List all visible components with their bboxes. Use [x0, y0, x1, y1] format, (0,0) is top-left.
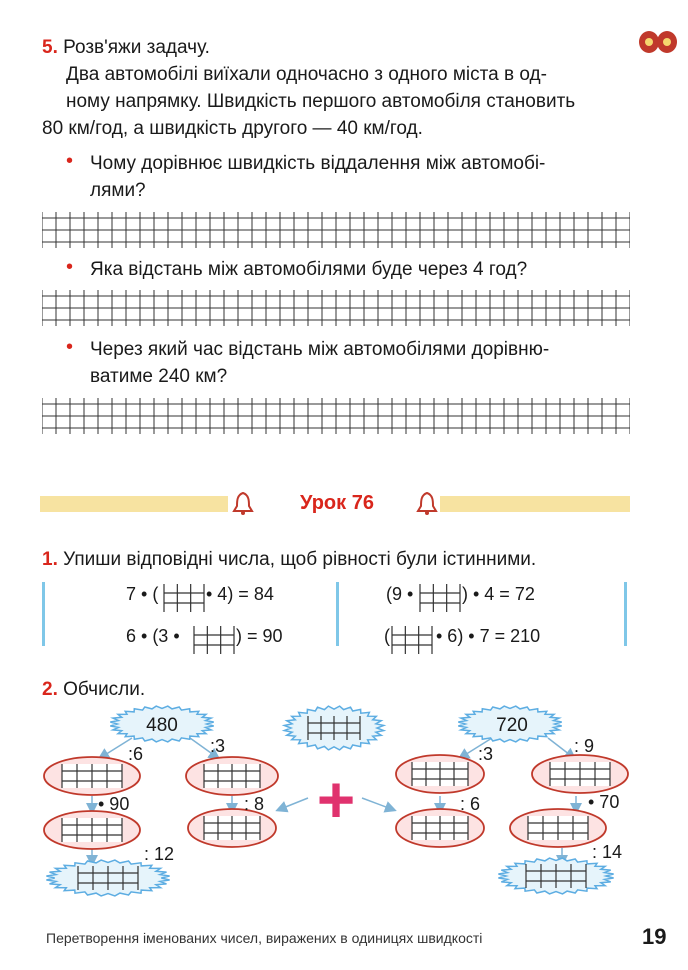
bell-icon: [232, 491, 254, 517]
digit-box[interactable]: [164, 584, 204, 612]
operation-label: :3: [478, 744, 494, 764]
ellipse-box[interactable]: [532, 755, 628, 793]
task-title: Розв'яжи задачу.: [63, 37, 210, 58]
answer-grid[interactable]: [42, 290, 630, 326]
question-1-line: Чому дорівнює швидкість віддалення між автомобі-: [90, 153, 546, 174]
task2-heading: [42, 676, 145, 703]
bell-icon: [416, 491, 438, 517]
ellipse-box[interactable]: [44, 811, 140, 849]
task5-heading: [42, 34, 210, 61]
equation-part: 7 • (: [126, 584, 159, 604]
page-number: 19: [642, 924, 667, 949]
task-title: Обчисли.: [63, 679, 146, 700]
operation-label: :6: [128, 744, 144, 764]
operation-label: : 9: [574, 736, 595, 756]
ellipse-box[interactable]: [396, 809, 484, 847]
operation-label: : 8: [244, 794, 265, 814]
mittens-icon: [636, 28, 680, 56]
equation-part: 6 • (3 •: [126, 626, 180, 646]
bullet-icon: •: [66, 150, 74, 172]
question-2-line: Яка відстань між автомобілями буде через 4 год?: [90, 259, 528, 280]
task-number: 2.: [42, 679, 58, 700]
digit-box[interactable]: [420, 584, 460, 612]
footer-text: Перетворення іменованих чисел, виражених в одиницях швидкості: [46, 930, 483, 946]
task-number: 5.: [42, 37, 58, 58]
answer-grid[interactable]: [42, 212, 630, 248]
question-3-line: Через який час відстань між автомобілями дорівню-: [90, 339, 550, 360]
ellipse-box[interactable]: [44, 757, 140, 795]
equation-part: (9 •: [386, 584, 414, 604]
start-number: 720: [496, 715, 528, 736]
operation-label: :3: [210, 736, 226, 756]
operation-label: : 6: [460, 794, 481, 814]
bullet-icon: •: [66, 336, 74, 358]
lesson-banner-left: [40, 496, 228, 512]
equation-part: (: [384, 626, 390, 646]
task5-text-line: Два автомобілі виїхали одночасно з одного міста в од-: [66, 64, 547, 85]
digit-box[interactable]: [392, 626, 432, 654]
equation-part: ) = 90: [236, 626, 283, 646]
lesson-banner-right: [440, 496, 630, 512]
ellipse-box[interactable]: [186, 757, 278, 795]
question-1-line: лями?: [90, 180, 146, 201]
task-number: 1.: [42, 549, 58, 570]
ellipse-box[interactable]: [188, 809, 276, 847]
digit-box[interactable]: [194, 626, 234, 654]
plus-sign: +: [316, 762, 356, 836]
operation-label: : 12: [144, 844, 175, 864]
start-number: 480: [146, 715, 178, 736]
operation-label: : 14: [592, 842, 623, 862]
question-3-line: ватиме 240 км?: [90, 366, 228, 387]
ellipse-box[interactable]: [396, 755, 484, 793]
answer-grid[interactable]: [42, 398, 630, 434]
bullet-icon: •: [66, 256, 74, 278]
lesson-title: Урок 76: [300, 492, 374, 514]
equation-part: • 6) • 7 = 210: [436, 626, 541, 646]
equation-part: ) • 4 = 72: [462, 584, 535, 604]
equations: [0, 576, 688, 656]
operation-label: • 70: [588, 792, 620, 812]
task-title: Упиши відповідні числа, щоб рівності були істинними.: [63, 549, 537, 570]
calc-diagram: [0, 700, 688, 900]
task5-text-line: 80 км/год, а швидкість другого — 40 км/год.: [42, 118, 423, 139]
equation-part: • 4) = 84: [206, 584, 274, 604]
task1-heading: [42, 546, 536, 573]
operation-label: • 90: [98, 794, 130, 814]
task5-text-line: ному напрямку. Швидкість першого автомобіля становить: [66, 91, 576, 112]
